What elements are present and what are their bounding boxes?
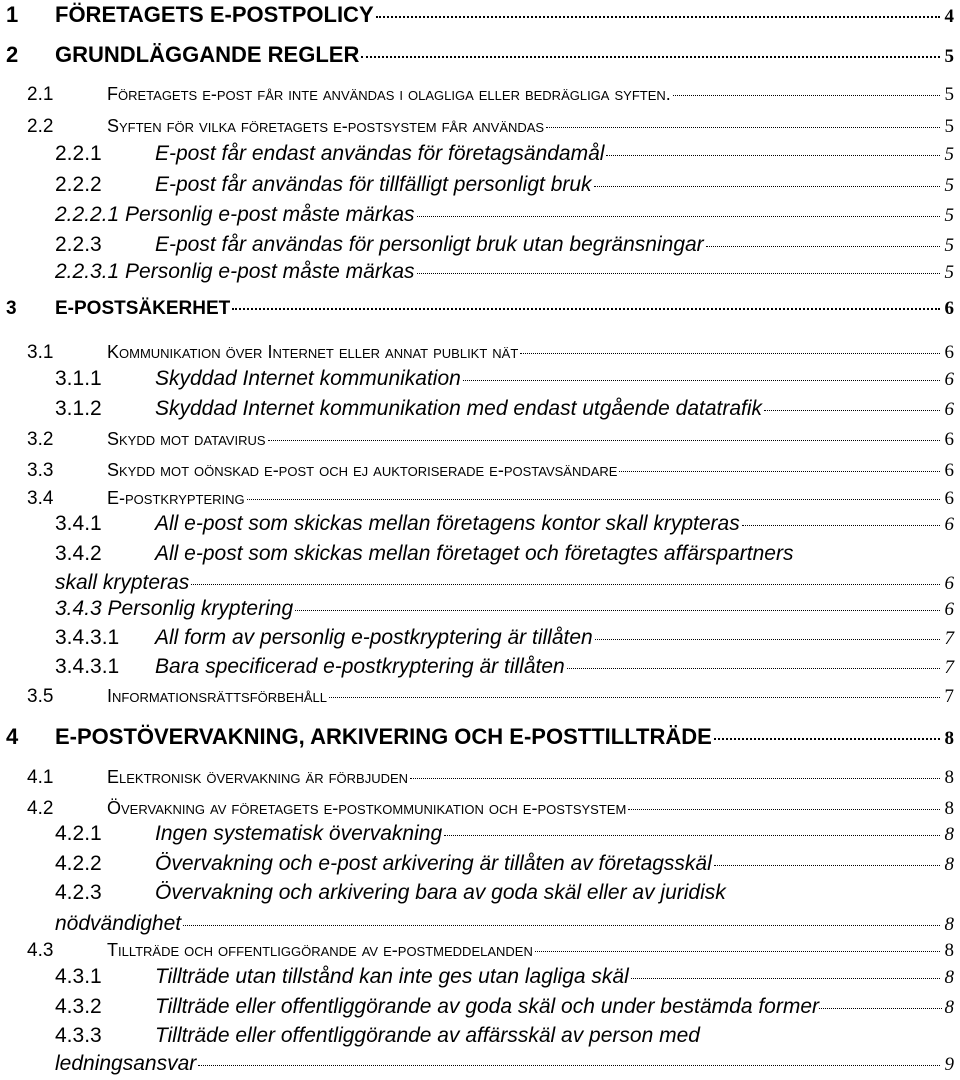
toc-number: 4.3.3 [55, 1024, 102, 1047]
toc-page-number: 6 [944, 599, 954, 620]
toc-title: Övervakning och e-post arkivering är tillåten av företagsskäl [155, 852, 712, 875]
toc-title: Informationsrättsförbehåll [107, 686, 328, 706]
toc-number: 3.4.2 [55, 542, 102, 565]
dot-leader [628, 809, 940, 810]
dot-leader [631, 978, 940, 979]
dot-leader [764, 410, 940, 411]
dot-leader [183, 925, 940, 926]
toc-title: Företagets e-post får inte användas i olagliga eller bedrägliga syften. [107, 84, 671, 104]
toc-number: 4.1 [27, 767, 54, 788]
toc-title: E-post får användas för tillfälligt personligt bruk [155, 173, 592, 196]
toc-number: 1 [6, 2, 19, 27]
dot-leader [232, 308, 940, 310]
dot-leader [417, 273, 940, 274]
toc-number: 2.2.1 [55, 142, 102, 165]
toc-page-number: 6 [944, 429, 954, 450]
toc-title: E-postkryptering [107, 488, 245, 508]
toc-title-continued: nödvändighet [55, 912, 182, 935]
toc-page-number: 8 [944, 914, 954, 935]
dot-leader [673, 95, 940, 96]
toc-title: FÖRETAGETS E-POSTPOLICY [55, 2, 374, 27]
toc-number: 4.3.2 [55, 995, 102, 1018]
toc-title: Skyddad Internet kommunikation med endast utgående datatrafik [155, 397, 763, 420]
toc-title: Tillträde eller offentliggörande av goda skäl och under bestämda former [155, 995, 820, 1018]
toc-page-number: 5 [944, 205, 954, 226]
toc-title: E-POSTÖVERVAKNING, ARKIVERING OCH E-POSTTILLTRÄDE [55, 724, 712, 749]
dot-leader [329, 697, 940, 698]
toc-title: GRUNDLÄGGANDE REGLER [55, 42, 360, 67]
toc-page-number: 5 [944, 175, 954, 196]
dot-leader [361, 56, 940, 58]
dot-leader [463, 380, 940, 381]
toc-title: Bara specificerad e-postkryptering är tillåten [155, 655, 565, 678]
toc-number: 4 [6, 724, 19, 749]
toc-page-number: 8 [944, 967, 954, 988]
toc-number: 4.2.1 [55, 822, 102, 845]
toc-page-number: 7 [944, 686, 954, 707]
toc-title-continued: ledningsansvar [55, 1052, 197, 1075]
toc-number: 3.1 [27, 342, 54, 363]
dot-leader [444, 835, 940, 836]
toc-page-number: 6 [944, 573, 954, 594]
toc-number: 3.3 [27, 460, 54, 481]
toc-title: Elektronisk övervakning är förbjuden [107, 767, 409, 787]
dot-leader [268, 440, 940, 441]
dot-leader [742, 525, 940, 526]
toc-title: E-post får endast användas för företagsändamål [155, 142, 605, 165]
dot-leader [714, 738, 940, 740]
toc-title: Tillträde och offentliggörande av e-postmeddelanden [107, 940, 533, 960]
toc-page-number: 8 [944, 798, 954, 819]
toc-title: E-POSTSÄKERHET [55, 298, 231, 319]
dot-leader [376, 16, 940, 18]
toc-title: All form av personlig e-postkryptering är tillåten [155, 626, 593, 649]
toc-title: Ingen systematisk övervakning [155, 822, 443, 845]
toc-title: 2.2.2.1 Personlig e-post måste märkas [55, 203, 415, 226]
dot-leader [594, 186, 940, 187]
toc-page-number: 5 [944, 84, 954, 105]
toc-page-number: 8 [944, 940, 954, 961]
toc-page-number: 7 [944, 628, 954, 649]
toc-number: 2.2.2 [55, 173, 102, 196]
toc-number: 4.3.1 [55, 965, 102, 988]
toc-page-number: 6 [944, 488, 954, 509]
dot-leader [706, 246, 940, 247]
toc-page-number: 6 [944, 399, 954, 420]
toc-title: All e-post som skickas mellan företagens kontor skall krypteras [155, 512, 740, 535]
toc-number: 3.2 [27, 429, 54, 450]
toc-page-number: 8 [944, 854, 954, 875]
toc-number: 4.2.3 [55, 881, 102, 904]
toc-number: 3.4.3.1 [55, 626, 120, 649]
toc-title: Kommunikation över Internet eller annat publikt nät [107, 342, 519, 362]
toc-page-number: 6 [944, 298, 954, 319]
toc-number: 2 [6, 42, 19, 67]
toc-number: 2.2.3 [55, 233, 102, 256]
toc-page-number: 6 [944, 460, 954, 481]
toc-title: 3.4.3 Personlig kryptering [55, 597, 294, 620]
toc-page-number: 4 [944, 6, 954, 27]
toc-number: 4.2 [27, 798, 54, 819]
toc-title: Övervakning och arkivering bara av goda skäl eller av juridisk [155, 881, 726, 904]
toc-page-number: 6 [944, 514, 954, 535]
toc-number: 3.4.1 [55, 512, 102, 535]
toc-page-number: 8 [944, 824, 954, 845]
toc-page-number: 6 [944, 342, 954, 363]
toc-number: 4.2.2 [55, 852, 102, 875]
toc-page-number: 5 [944, 235, 954, 256]
dot-leader [295, 610, 940, 611]
toc-number: 4.3 [27, 940, 54, 961]
dot-leader [198, 1065, 940, 1066]
toc-title: 2.2.3.1 Personlig e-post måste märkas [55, 260, 415, 283]
toc-page-number: 5 [944, 144, 954, 165]
toc-number: 3.1.2 [55, 397, 102, 420]
dot-leader [606, 155, 940, 156]
dot-leader [819, 1008, 942, 1009]
dot-leader [546, 127, 940, 128]
toc-number: 2.1 [27, 84, 54, 105]
toc-page-number: 6 [944, 369, 954, 390]
toc-title: Skydd mot datavirus [107, 429, 266, 449]
toc-number: 3 [6, 298, 17, 319]
toc-page-number: 5 [944, 116, 954, 137]
dot-leader [191, 584, 940, 585]
toc-page-number: 8 [944, 767, 954, 788]
toc-number: 3.4.3.1 [55, 655, 120, 678]
toc-title-continued: skall krypteras [55, 571, 190, 594]
toc-number: 3.1.1 [55, 367, 102, 390]
toc-page-number: 5 [944, 262, 954, 283]
toc-number: 2.2 [27, 116, 54, 137]
dot-leader [595, 639, 940, 640]
toc-page-number: 8 [944, 728, 954, 749]
dot-leader [520, 353, 940, 354]
toc-page-number: 5 [944, 46, 954, 67]
toc-title: E-post får användas för personligt bruk utan begränsningar [155, 233, 704, 256]
dot-leader [619, 471, 940, 472]
dot-leader [714, 865, 940, 866]
dot-leader [417, 216, 940, 217]
toc-page-number: 8 [944, 997, 954, 1018]
toc-title: Tillträde eller offentliggörande av affärsskäl av person med [155, 1024, 700, 1047]
toc-number: 3.4 [27, 488, 54, 509]
dot-leader [567, 668, 940, 669]
dot-leader [535, 951, 940, 952]
toc-title: Syften för vilka företagets e-postsystem får användas [107, 116, 545, 136]
toc-page-number: 7 [944, 657, 954, 678]
toc-title: Tillträde utan tillstånd kan inte ges utan lagliga skäl [155, 965, 629, 988]
toc-title: Skyddad Internet kommunikation [155, 367, 461, 390]
toc-page-number: 9 [944, 1054, 954, 1075]
toc-title: All e-post som skickas mellan företaget och företagtes affärspartners [155, 542, 794, 565]
toc-title: Övervakning av företagets e-postkommunikation och e-postsystem [107, 798, 627, 818]
dot-leader [410, 778, 940, 779]
dot-leader [247, 499, 940, 500]
toc-number: 3.5 [27, 686, 54, 707]
toc-title: Skydd mot oönskad e-post och ej auktoriserade e-postavsändare [107, 460, 618, 480]
